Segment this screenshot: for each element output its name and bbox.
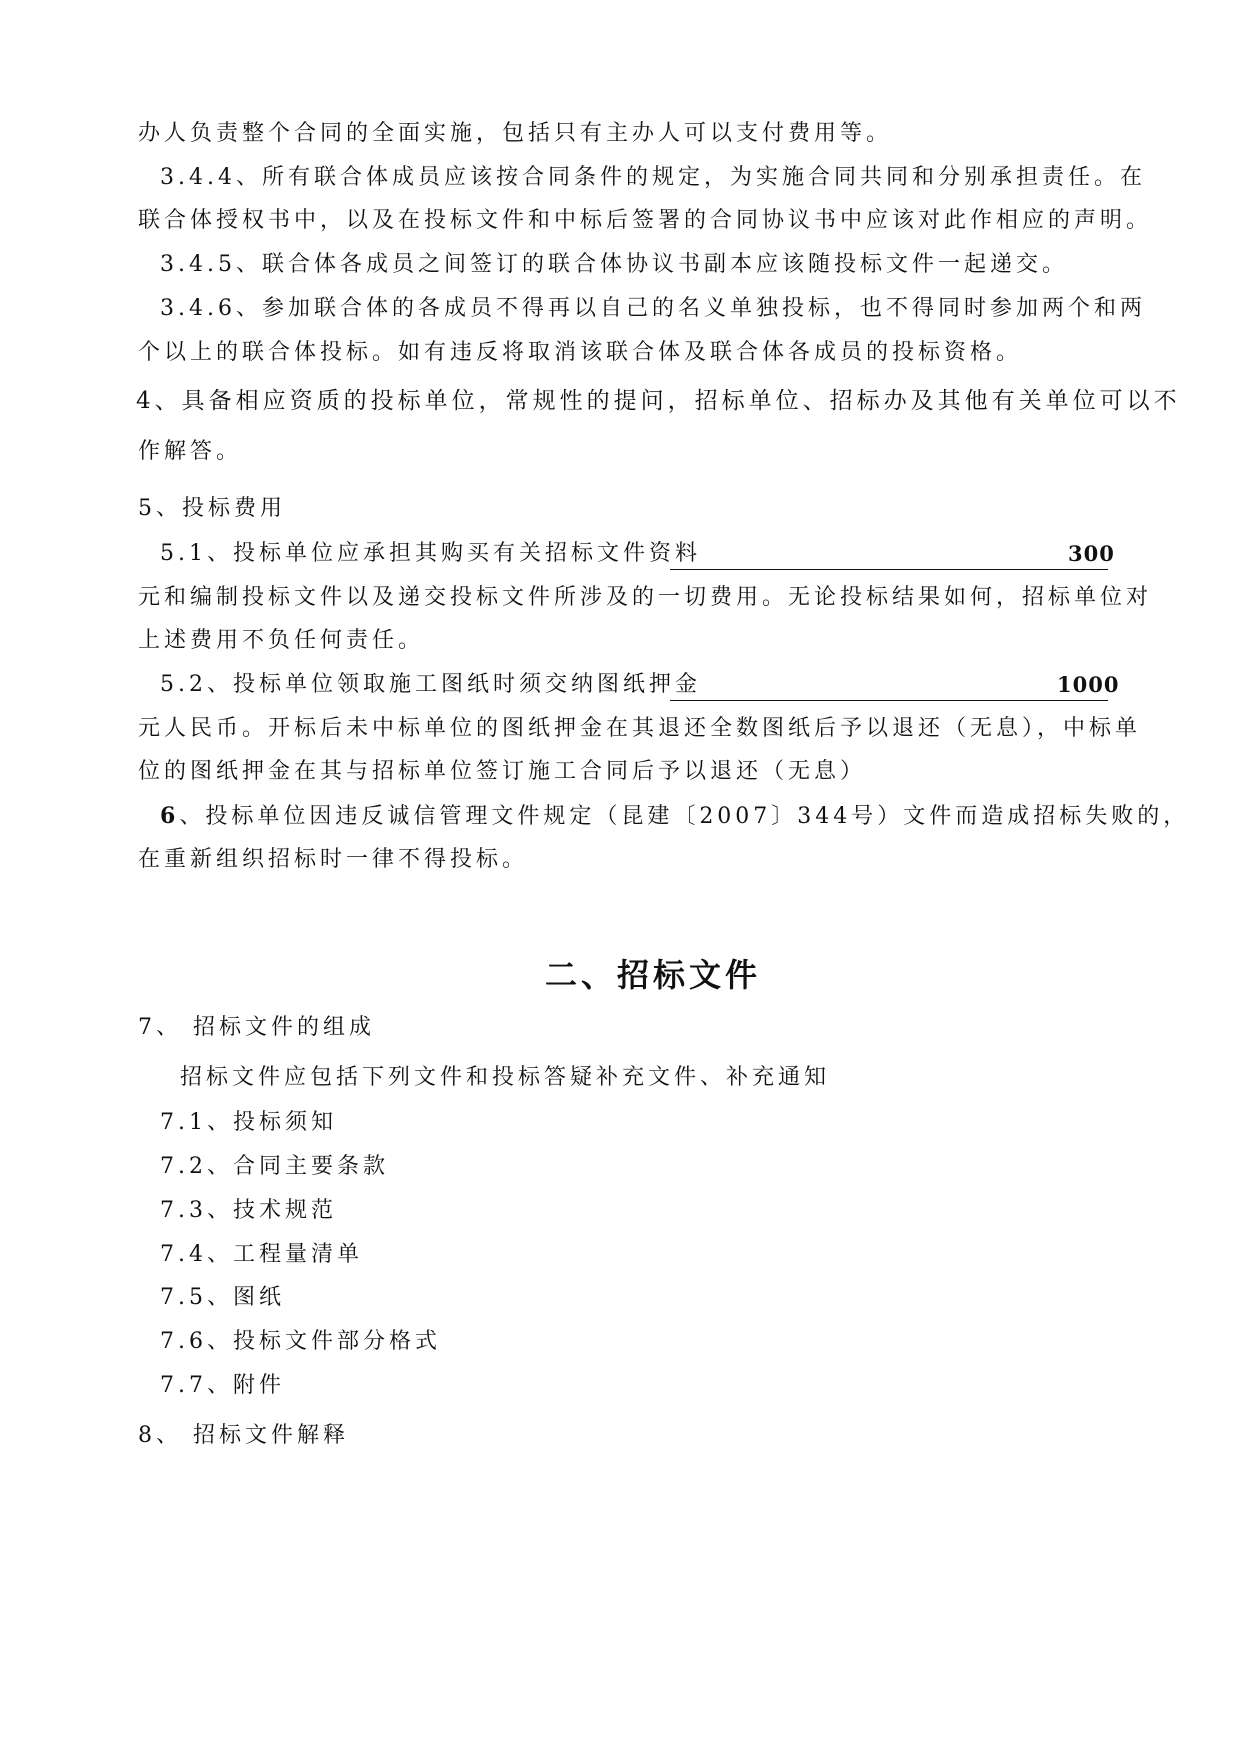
- clause-3-4-4: 3.4.4、所有联合体成员应该按合同条件的规定，为实施合同共同和分别承担责任。在: [160, 165, 1146, 190]
- list-item: 7.5、图纸: [160, 1285, 285, 1310]
- clause-6: [160, 801, 1189, 832]
- clause-6-text: 、投标单位因违反诚信管理文件规定（昆建〔2007〕344号）文件而造成招标失败的，: [179, 804, 1190, 829]
- para-line: 上述费用不负任何责任。: [138, 628, 425, 653]
- clause-3-4-6: 3.4.6、参加联合体的各成员不得再以自己的名义单独投标，也不得同时参加两个和两: [160, 296, 1146, 321]
- list-item: 7.6、投标文件部分格式: [160, 1329, 441, 1354]
- clause-3-4-5: 3.4.5、联合体各成员之间签订的联合体协议书副本应该随投标文件一起递交。: [160, 252, 1068, 277]
- clause-6-number: 6: [160, 803, 180, 829]
- para-line: 元人民币。开标后未中标单位的图纸押金在其退还全数图纸后予以退还（无息），中标单: [138, 716, 1142, 741]
- para-line: 联合体授权书中，以及在投标文件和中标后签署的合同协议书中应该对此作相应的声明。: [138, 208, 1153, 233]
- section-title: 二、招标文件: [545, 956, 762, 994]
- deposit-value: 1000: [1057, 672, 1120, 697]
- para-line: 作解答。: [138, 439, 243, 464]
- list-item: 7.3、技术规范: [160, 1198, 337, 1223]
- para-line: 个以上的联合体投标。如有违反将取消该联合体及联合体各成员的投标资格。: [138, 340, 1023, 365]
- clause-5-2: 5.2、投标单位领取施工图纸时须交纳图纸押金: [160, 672, 701, 697]
- clause-7-heading: 7、 招标文件的组成: [138, 1015, 375, 1040]
- para-line: 办人负责整个合同的全面实施，包括只有主办人可以支付费用等。: [138, 121, 893, 146]
- clause-8-heading: 8、 招标文件解释: [138, 1423, 349, 1448]
- clause-4: 4、具备相应资质的投标单位，常规性的提问，招标单位、招标办及其他有关单位可以不: [136, 388, 1181, 414]
- list-item: 7.4、工程量清单: [160, 1242, 363, 1267]
- para-line: 招标文件应包括下列文件和投标答疑补充文件、补充通知: [180, 1065, 831, 1090]
- clause-5-1: 5.1、投标单位应承担其购买有关招标文件资料: [160, 541, 701, 566]
- fee-value: 300: [1068, 541, 1115, 566]
- fee-blank-line: [670, 569, 1108, 570]
- list-item: 7.1、投标须知: [160, 1110, 337, 1135]
- clause-5-heading: 5、投标费用: [138, 496, 286, 521]
- deposit-blank-line: [670, 700, 1108, 701]
- list-item: 7.2、合同主要条款: [160, 1154, 389, 1179]
- list-item: 7.7、附件: [160, 1373, 285, 1398]
- para-line: 元和编制投标文件以及递交投标文件所涉及的一切费用。无论投标结果如何，招标单位对: [138, 585, 1153, 610]
- para-line: 在重新组织招标时一律不得投标。: [138, 847, 529, 872]
- para-line: 位的图纸押金在其与招标单位签订施工合同后予以退还（无息）: [138, 759, 867, 784]
